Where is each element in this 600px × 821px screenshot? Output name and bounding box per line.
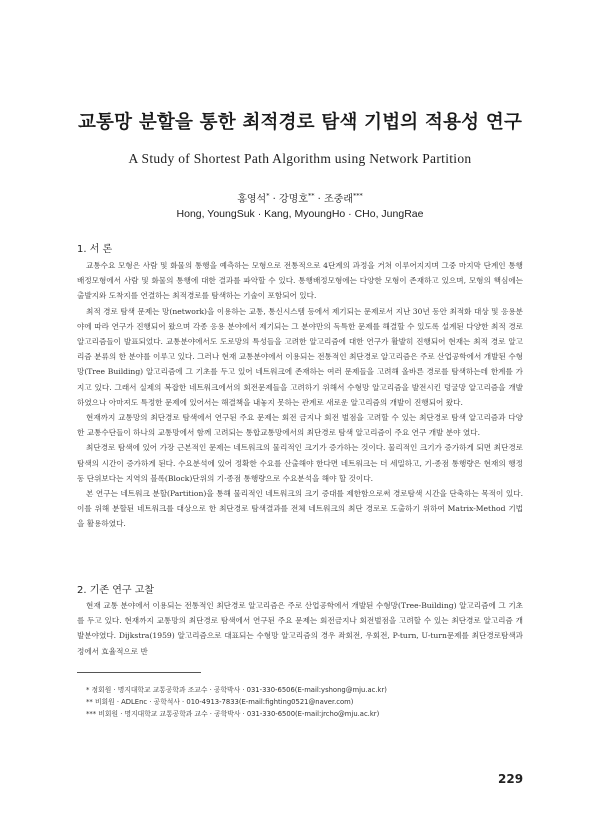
author-mark: ** xyxy=(307,191,315,200)
author-mark: *** xyxy=(353,191,363,200)
section-introduction-body xyxy=(77,258,523,532)
body-paragraph: 최적 경로 탐색 문제는 망(network)을 이용하는 교통, 통신시스템 등에서 제기되는 문제로서 지난 30년 동안 최적화 대상 및 응용분야에 따라 연구가 진행되어 왔으며 각종 응용 분야에서 제기되는 그 분야만의 독특한 문제를 해결할 수 있도록 설계된 다양한 최적 경로 알고리즘들이 발표되었다. 교통분야에서도 도로망의 특성들을 고려한 알고리즘에 대한 연구가 활발히 진행되어 현재는 최적 경로 알고리즘 분류의 한 분야를 이루고 있다. 그러나 현재 교통분야에서 이용되는 전통적인 최단경로 알고리즘은 주로 산업공학에서 개발된 수형망(Tree Building) 알고리즘에 그 기초를 두고 있어 네트워크에 존재하는 여러 문제들을 고려해 올바른 경로를 탐색하는데 한계를 가지고 있다. 그래서 실제의 복잡한 네트워크에서의 회전문제들을 고려하기 위해서 수형망 알고리즘을 발전시킨 덩굴망 알고리즘을 개발하였으나 아마져도 특정한 문제에 있어서는 해결책을 내놓지 못하는 관계로 새로운 알고리즘의 개발이 진행되어 왔다. xyxy=(77,306,523,407)
footnote-item: * 정회원 · 명지대학교 교통공학과 조교수 · 공학박사 · 031-330-6506(E-mail:yshong@mju.ac.kr) xyxy=(86,686,387,694)
author-mark: * xyxy=(266,191,270,200)
paper-title-korean: 교통망 분할을 통한 최적경로 탐색 기법의 적용성 연구 xyxy=(77,112,523,133)
footnote-item: *** 비회원 · 명지대학교 교통공학과 교수 · 공학박사 · 031-330-6500(E-mail:jrcho@mju.ac.kr) xyxy=(86,710,380,718)
body-paragraph: 교통수요 모형은 사람 및 화물의 통행을 예측하는 모형으로 전통적으로 4단계의 과정을 거쳐 이루어지지며 그중 마지막 단계인 통행배정모형에서 사람 및 화물의 통행에 대한 결과를 파악할 수 있다. 통행배정모형에는 다양한 모형이 존재하고 있으며, 모형의 핵심에는 출발지와 도착지를 연결하는 최적경로를 탐색하는 기술이 포함되어 있다. xyxy=(77,261,523,301)
body-paragraph: 최단경로 탐색에 있어 가장 근본적인 문제는 네트워크의 물리적인 크기가 증가하는 것이다. 물리적인 크기가 증가하게 되면 최단경로 탐색의 시간이 증가하게 된다. 수요분석에 있어 정확한 수요를 산출해야 한다면 네트워크는 더 세밀하고, 기·종점 통행량은 현재의 행정동 단위보다는 지역의 블록(Block)단위의 기·종점 통행량으로 수요분석을 해야 할 것이다. xyxy=(77,443,523,483)
body-paragraph: 본 연구는 네트워크 분할(Partition)을 통해 물리적인 네트워크의 크기 증대를 제한함으로써 경로탐색 시간을 단축하는 목적이 있다. 이를 위해 분할된 네트워크를 대상으로 한 최단경로 탐색결과를 전체 네트워크의 최단 경로로 도출하기 위하여 Matrix-Method 기법을 활용하였다. xyxy=(77,489,523,529)
footnote-item: ** 비회원 · ADLEnc · 공학석사 · 010-4913-7833(E-mail:fighting0521@naver.com) xyxy=(86,698,354,706)
section-heading-introduction: 1. 서 론 xyxy=(77,244,113,255)
author-footnotes xyxy=(86,684,387,720)
paper-title-english: A Study of Shortest Path Algorithm using Network Partition xyxy=(128,151,472,166)
author-separator: · xyxy=(314,194,325,205)
author-name: 강명호 xyxy=(279,194,308,205)
author-name: 홍영석 xyxy=(237,194,267,205)
page-number: 229 xyxy=(498,772,524,786)
body-paragraph: 현재까지 교통망의 최단경로 탐색에서 연구된 주요 문제는 회전 금지나 회전 벌점을 고려할 수 있는 최단경로 탐색 알고리즘과 다양한 교통수단들이 하나의 교통망에서 함께 고려되는 통합교통망에서의 최단경로 탐색 알고리즘이 주요 연구 개발 분야 였다. xyxy=(77,413,523,438)
author-name: 조중래 xyxy=(324,194,354,205)
section-heading-literature-review: 2. 기존 연구 고찰 xyxy=(77,585,155,596)
footnote-divider xyxy=(77,672,201,673)
authors-korean xyxy=(0,190,600,205)
author-separator: · xyxy=(269,194,279,205)
section-literature-review-body xyxy=(77,598,523,659)
authors-english: Hong, YoungSuk · Kang, MyoungHo · CHo, JungRae xyxy=(176,208,424,220)
body-paragraph: 현재 교통 분야에서 이용되는 전통적인 최단경로 알고리즘은 주로 산업공학에서 개발된 수형망(Tree-Building) 알고리즘에 그 기초를 두고 있다. 현재까지 교통망의 최단경로 탐색에서 연구된 주요 문제는 회전금지나 회전벌점을 고려할 수 있는 최단경로 알고리즘 개발분야였다. Dijkstra(1959) 알고리즘으로 대표되는 수형망 알고리즘의 경우 좌회전, 우회전, P-turn, U-turn문제를 최단경로탐색과정에서 효율적으로 반 xyxy=(77,601,523,656)
